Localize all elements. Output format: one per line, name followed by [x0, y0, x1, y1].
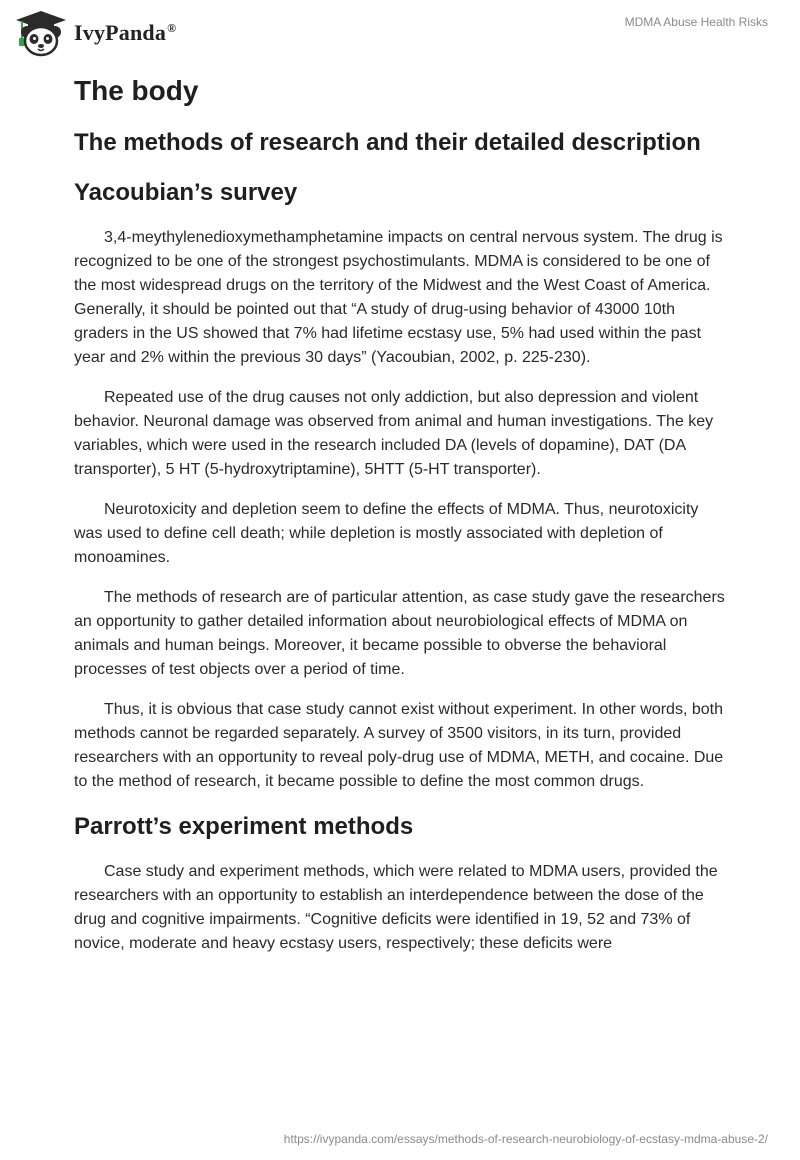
brand-name: IvyPanda® — [74, 20, 177, 45]
paragraph: Thus, it is obvious that case study cannot exist without experiment. In other words, both methods cannot be regarded separately. A survey of 3500 visitors, in its turn, provided researchers with an opportunity to reveal poly-drug use of MDMA, METH, and cocaine. Due to the method of research, it became possible to define the most common drugs. — [74, 701, 724, 790]
paragraph: Neurotoxicity and depletion seem to define the effects of MDMA. Thus, neurotoxicity was used to define cell death; while depletion is mostly associated with depletion of monoamines. — [74, 501, 699, 566]
panda-graduate-icon — [14, 9, 68, 57]
paragraph: The methods of research are of particular attention, as case study gave the researchers an opportunity to gather detailed information about neurobiological effects of MDMA on animals and human beings. Moreover, it became possible to obverse the behavioral processes of test objects over a period of time. — [74, 589, 725, 678]
page-title: The body — [74, 75, 199, 106]
document-header-title: MDMA Abuse Health Risks — [624, 15, 768, 29]
paragraph: 3,4-meythylenedioxymethamphetamine impacts on central nervous system. The drug is recognized to be one of the strongest psychostimulants. MDMA is considered to be one of the most widespread drugs on the territory of the Midwest and the West Coast of America. Generally, it should be pointed out that “A study of drug-using behavior of 43000 10th graders in the US showed that 7% had lifetime ecstasy use, 5% had used within the past year and 2% within the previous 30 days” (Yacoubian, 2002, p. 225-230). — [74, 229, 723, 366]
paragraph: Case study and experiment methods, which were related to MDMA users, provided the researchers with an opportunity to establish an interdependence between the dose of the drug and cognitive impairments. “Cognitive deficits were identified in 19, 52 and 73% of novice, moderate and heavy ecstasy users, respectively; these deficits were — [74, 863, 718, 952]
subsection-heading-parrott: Parrott’s experiment methods — [74, 813, 414, 840]
document-body — [74, 70, 726, 972]
registered-mark: ® — [167, 20, 177, 35]
source-url-link[interactable]: https://ivypanda.com/essays/methods-of-research-neurobiology-of-ecstasy-mdma-abuse-2/ — [283, 1132, 768, 1146]
ivypanda-logo[interactable] — [14, 8, 176, 58]
subsection-heading-yacoubian: Yacoubian’s survey — [74, 179, 298, 206]
section-heading: The methods of research and their detailed description — [74, 129, 701, 156]
paragraph: Repeated use of the drug causes not only addiction, but also depression and violent behavior. Neuronal damage was observed from animal and human investigations. The key variables, which were used in the research included DA (levels of dopamine), DAT (DA transporter), 5 HT (5-hydroxytriptamine), 5HTT (5-HT transporter). — [74, 389, 714, 478]
